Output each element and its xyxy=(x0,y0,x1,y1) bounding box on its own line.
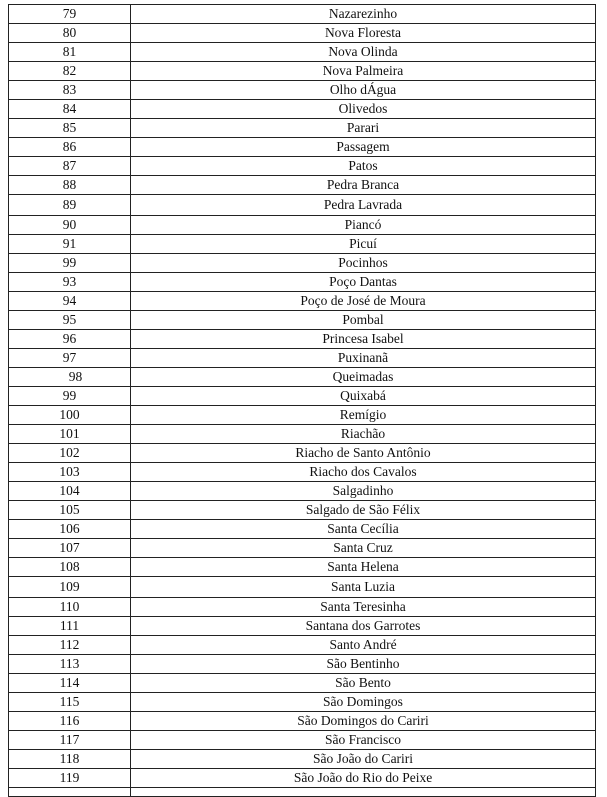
municipality-table xyxy=(8,4,596,797)
row-number: 102 xyxy=(9,444,131,463)
table-row xyxy=(9,501,596,520)
row-number: 97 xyxy=(9,349,131,368)
table-row xyxy=(9,138,596,157)
table-row xyxy=(9,349,596,368)
municipality-name: São João do Cariri xyxy=(131,750,596,769)
municipality-name: Pedra Branca xyxy=(131,176,596,195)
row-number: 95 xyxy=(9,311,131,330)
row-number: 116 xyxy=(9,712,131,731)
row-number: 106 xyxy=(9,520,131,539)
row-number: 89 xyxy=(9,195,131,216)
row-number: 84 xyxy=(9,100,131,119)
table-row xyxy=(9,62,596,81)
table-row xyxy=(9,539,596,558)
table-row xyxy=(9,712,596,731)
row-number: 103 xyxy=(9,463,131,482)
table-row-partial xyxy=(9,788,596,797)
municipality-name: Nova Palmeira xyxy=(131,62,596,81)
municipality-name: Nova Floresta xyxy=(131,24,596,43)
municipality-name: Nova Olinda xyxy=(131,43,596,62)
municipality-name: São Francisco xyxy=(131,731,596,750)
table-row xyxy=(9,444,596,463)
row-number: 101 xyxy=(9,425,131,444)
table-row xyxy=(9,406,596,425)
municipality-name: São Bento xyxy=(131,674,596,693)
municipality-name: Salgado de São Félix xyxy=(131,501,596,520)
row-number: 110 xyxy=(9,598,131,617)
row-number: 107 xyxy=(9,539,131,558)
municipality-name: Pombal xyxy=(131,311,596,330)
municipality-name: Olivedos xyxy=(131,100,596,119)
table-row xyxy=(9,330,596,349)
municipality-name: Riacho dos Cavalos xyxy=(131,463,596,482)
row-number: 88 xyxy=(9,176,131,195)
table-row xyxy=(9,176,596,195)
row-number: 87 xyxy=(9,157,131,176)
table-row xyxy=(9,195,596,216)
table-row xyxy=(9,693,596,712)
table-row xyxy=(9,636,596,655)
table-row xyxy=(9,577,596,598)
table-row xyxy=(9,731,596,750)
table-row xyxy=(9,598,596,617)
municipality-name: Olho dÁgua xyxy=(131,81,596,100)
municipality-name: Pedra Lavrada xyxy=(131,195,596,216)
municipality-name: Parari xyxy=(131,119,596,138)
table-row xyxy=(9,558,596,577)
municipality-name: Patos xyxy=(131,157,596,176)
table-row xyxy=(9,24,596,43)
municipality-name: Picuí xyxy=(131,235,596,254)
municipality-name: Santa Helena xyxy=(131,558,596,577)
row-number: 96 xyxy=(9,330,131,349)
table-row xyxy=(9,273,596,292)
table-row xyxy=(9,463,596,482)
table-row xyxy=(9,617,596,636)
row-number: 112 xyxy=(9,636,131,655)
row-number: 118 xyxy=(9,750,131,769)
municipality-name: São Domingos do Cariri xyxy=(131,712,596,731)
table-row xyxy=(9,750,596,769)
row-number: 94 xyxy=(9,292,131,311)
row-number: 108 xyxy=(9,558,131,577)
table-row xyxy=(9,216,596,235)
municipality-name: Princesa Isabel xyxy=(131,330,596,349)
table-row xyxy=(9,520,596,539)
row-number: 105 xyxy=(9,501,131,520)
row-number: 119 xyxy=(9,769,131,788)
empty-cell xyxy=(9,788,131,797)
row-number: 90 xyxy=(9,216,131,235)
row-number: 100 xyxy=(9,406,131,425)
table-row xyxy=(9,157,596,176)
table-row xyxy=(9,387,596,406)
municipality-name: Queimadas xyxy=(131,368,596,387)
empty-cell xyxy=(131,788,596,797)
municipality-name: Nazarezinho xyxy=(131,5,596,24)
row-number: 109 xyxy=(9,577,131,598)
municipality-name: Remígio xyxy=(131,406,596,425)
row-number: 86 xyxy=(9,138,131,157)
row-number: 117 xyxy=(9,731,131,750)
row-number: 111 xyxy=(9,617,131,636)
table-row xyxy=(9,292,596,311)
municipality-name: Poço Dantas xyxy=(131,273,596,292)
table-row xyxy=(9,235,596,254)
row-number: 80 xyxy=(9,24,131,43)
row-number: 85 xyxy=(9,119,131,138)
row-number: 91 xyxy=(9,235,131,254)
table-row xyxy=(9,119,596,138)
municipality-name: Pocinhos xyxy=(131,254,596,273)
table-row xyxy=(9,311,596,330)
municipality-name: Santo André xyxy=(131,636,596,655)
table-row xyxy=(9,5,596,24)
table-row xyxy=(9,43,596,62)
municipality-name: Santa Teresinha xyxy=(131,598,596,617)
row-number: 115 xyxy=(9,693,131,712)
municipality-name: São João do Rio do Peixe xyxy=(131,769,596,788)
row-number: 104 xyxy=(9,482,131,501)
row-number: 79 xyxy=(9,5,131,24)
row-number: 83 xyxy=(9,81,131,100)
municipality-name: Riachão xyxy=(131,425,596,444)
table-row xyxy=(9,482,596,501)
municipality-name: Santa Cecília xyxy=(131,520,596,539)
row-number: 99 xyxy=(9,387,131,406)
municipality-name: Poço de José de Moura xyxy=(131,292,596,311)
municipality-name: São Domingos xyxy=(131,693,596,712)
municipality-name: Santa Luzia xyxy=(131,577,596,598)
row-number: 81 xyxy=(9,43,131,62)
municipality-name: Santana dos Garrotes xyxy=(131,617,596,636)
table-row xyxy=(9,769,596,788)
municipality-name: Piancó xyxy=(131,216,596,235)
table-row xyxy=(9,674,596,693)
municipality-name: Passagem xyxy=(131,138,596,157)
row-number: 99 xyxy=(9,254,131,273)
row-number: 114 xyxy=(9,674,131,693)
table-row xyxy=(9,81,596,100)
row-number: 93 xyxy=(9,273,131,292)
table-body xyxy=(9,5,596,797)
municipality-name: Puxinanã xyxy=(131,349,596,368)
table-row xyxy=(9,368,596,387)
table-row xyxy=(9,425,596,444)
row-number: 113 xyxy=(9,655,131,674)
row-number: 82 xyxy=(9,62,131,81)
municipality-table-container xyxy=(8,4,595,797)
table-row xyxy=(9,254,596,273)
municipality-name: Salgadinho xyxy=(131,482,596,501)
municipality-name: Riacho de Santo Antônio xyxy=(131,444,596,463)
municipality-name: Santa Cruz xyxy=(131,539,596,558)
row-number: 98 xyxy=(9,368,131,387)
municipality-name: Quixabá xyxy=(131,387,596,406)
table-row xyxy=(9,655,596,674)
table-row xyxy=(9,100,596,119)
municipality-name: São Bentinho xyxy=(131,655,596,674)
